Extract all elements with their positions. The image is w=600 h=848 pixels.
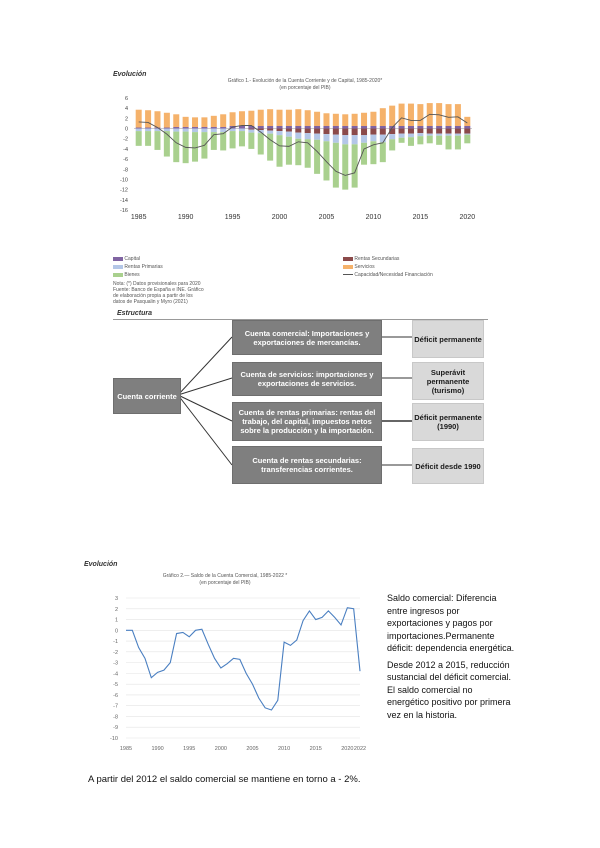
y-tick-label: 2	[114, 606, 118, 613]
x-tick-label: 2020	[459, 214, 476, 221]
bar-segment	[427, 136, 433, 144]
bar-segment	[427, 129, 433, 134]
bar-segment	[352, 129, 358, 136]
bar-segment	[192, 127, 198, 129]
bar-segment	[277, 135, 283, 167]
bar-segment	[455, 134, 461, 136]
result-deficit-1990: Déficit permanente (1990)	[412, 403, 484, 441]
bar-segment	[277, 131, 283, 135]
legend-item-rentas-primarias	[113, 264, 273, 270]
bar-segment	[417, 126, 423, 129]
bar-segment	[417, 129, 423, 134]
bar-segment	[342, 144, 348, 189]
bar-segment	[464, 135, 470, 144]
bar-segment	[380, 142, 386, 162]
bar-segment	[258, 110, 264, 126]
y-tick-label: 0	[124, 126, 128, 133]
y-tick-label: -16	[120, 208, 128, 214]
bar-segment	[427, 134, 433, 136]
x-tick-label: 2000	[271, 214, 288, 221]
bar-segment	[380, 108, 386, 126]
bar-segment	[436, 126, 442, 129]
bar-segment	[446, 126, 452, 129]
bar-segment	[323, 129, 329, 135]
bar-segment	[305, 139, 311, 168]
y-tick-label: -2	[113, 649, 118, 656]
x-tick-label: 2020	[341, 746, 354, 752]
bar-segment	[164, 128, 170, 129]
section2-label: Estructura	[117, 310, 153, 317]
y-tick-label: 0	[114, 628, 118, 635]
y-tick-label: -8	[123, 167, 128, 174]
x-tick-label: 1985	[119, 746, 133, 752]
bar-segment	[277, 110, 283, 126]
bar-segment	[305, 133, 311, 139]
x-tick-label: 1995	[183, 746, 196, 752]
bar-segment	[192, 117, 198, 127]
bar-segment	[333, 129, 339, 135]
bar-segment	[258, 133, 264, 154]
bar-segment	[183, 127, 189, 129]
x-tick-label: 2015	[412, 214, 429, 221]
bar-segment	[333, 143, 339, 188]
bar-segment	[267, 131, 273, 134]
bar-segment	[164, 131, 170, 156]
bar-segment	[220, 129, 226, 133]
bar-segment	[417, 133, 423, 136]
bar-segment	[201, 117, 207, 127]
bar-segment	[370, 112, 376, 126]
x-tick-label: 2022	[353, 746, 367, 752]
bar-segment	[352, 144, 358, 187]
bar-segment	[136, 129, 142, 132]
y-tick-label: -7	[113, 703, 118, 710]
y-tick-label: -12	[120, 187, 128, 194]
bar-segment	[464, 126, 470, 129]
bar-segment	[230, 112, 236, 126]
bar-segment	[361, 135, 367, 143]
bar-segment	[361, 126, 367, 129]
legend-swatch	[343, 265, 353, 269]
bar-segment	[211, 129, 217, 133]
section3-label: Evolución	[84, 561, 118, 568]
bar-segment	[258, 126, 264, 129]
bar-segment	[248, 129, 254, 130]
branch-rentas-primarias: Cuenta de rentas primarias: rentas del trabajo, del capital, impuestos netos sobre la producción y la importación.	[232, 402, 382, 441]
bar-segment	[389, 139, 395, 150]
legend-label: Rentas Primarias	[124, 264, 163, 270]
y-tick-label: -3	[113, 660, 118, 667]
bar-segment	[183, 117, 189, 127]
bar-segment	[286, 126, 292, 129]
bar-segment	[267, 109, 273, 126]
bar-segment	[455, 129, 461, 134]
bar-segment	[136, 110, 142, 128]
bar-segment	[436, 134, 442, 136]
y-tick-label: -2	[123, 136, 128, 143]
x-tick-label: 2005	[318, 214, 335, 221]
bar-segment	[239, 126, 245, 129]
y-tick-label: -14	[120, 197, 128, 204]
bar-segment	[192, 129, 198, 133]
bar-segment	[164, 113, 170, 128]
bar-segment	[145, 131, 151, 146]
y-tick-label: -4	[113, 671, 118, 678]
bar-segment	[154, 111, 160, 127]
y-tick-label: -1	[113, 639, 118, 646]
branch-cuenta-comercial: Cuenta comercial: Importaciones y exportaciones de mercancías.	[232, 320, 382, 355]
bar-segment	[230, 131, 236, 148]
bar-segment	[380, 126, 386, 129]
legend-item-capital	[113, 256, 273, 262]
bar-segment	[352, 135, 358, 144]
bar-segment	[277, 126, 283, 129]
bar-segment	[314, 140, 320, 174]
bar-segment	[286, 110, 292, 126]
bar-segment	[220, 132, 226, 150]
y-tick-label: 3	[114, 596, 118, 602]
bar-segment	[314, 129, 320, 134]
bar-segment	[220, 114, 226, 127]
bottom-text: A partir del 2012 el saldo comercial se mantiene en torno a - 2%.	[88, 774, 361, 785]
bar-segment	[370, 129, 376, 135]
x-tick-label: 1990	[151, 746, 164, 752]
tree-root-box: Cuenta corriente	[113, 378, 181, 414]
legend-item-capacidad	[343, 272, 493, 278]
bar-segment	[314, 134, 320, 140]
bar-segment	[286, 132, 292, 137]
legend-label: Bienes	[124, 272, 140, 278]
bar-segment	[295, 126, 301, 129]
bar-segment	[305, 129, 311, 134]
y-tick-label: -9	[113, 725, 118, 732]
bar-segment	[399, 126, 405, 129]
bar-segment	[446, 134, 452, 136]
x-tick-label: 2015	[309, 746, 322, 752]
legend-swatch	[113, 265, 123, 269]
bar-segment	[408, 134, 414, 138]
bar-segment	[305, 126, 311, 129]
bar-segment	[333, 126, 339, 129]
legend-swatch	[113, 257, 123, 261]
bar-segment	[286, 129, 292, 132]
y-tick-label: -5	[113, 682, 118, 689]
bar-segment	[183, 129, 189, 132]
bar-segment	[417, 136, 423, 144]
bar-segment	[370, 135, 376, 142]
bar-segment	[389, 134, 395, 139]
legend-item-bienes	[113, 272, 273, 278]
bar-segment	[323, 134, 329, 141]
bar-segment	[201, 129, 207, 133]
bar-segment	[323, 141, 329, 180]
bar-segment	[436, 129, 442, 134]
bar-segment	[446, 136, 452, 150]
bar-segment	[248, 133, 254, 149]
bar-segment	[389, 106, 395, 126]
legend-swatch	[113, 273, 123, 277]
bar-segment	[305, 110, 311, 126]
bar-segment	[314, 126, 320, 129]
bar-segment	[145, 110, 151, 127]
branch-cuenta-servicios: Cuenta de servicios: importaciones y exportaciones de servicios.	[232, 362, 382, 396]
legend-swatch	[343, 274, 353, 275]
legend-item-servicios	[343, 264, 493, 270]
bar-segment	[258, 129, 264, 131]
bar-segment	[286, 137, 292, 165]
bar-segment	[399, 134, 405, 138]
bar-segment	[220, 127, 226, 129]
bar-segment	[173, 114, 179, 127]
bar-segment	[267, 126, 273, 129]
bar-segment	[295, 133, 301, 139]
x-tick-label: 2000	[214, 746, 227, 752]
bar-segment	[164, 129, 170, 132]
bar-segment	[136, 131, 142, 146]
bar-segment	[342, 114, 348, 126]
note-line: de elaboración propia a partir de los	[113, 293, 193, 299]
bar-segment	[323, 113, 329, 126]
chart2-title: Gráfico 2.— Saldo de la Cuenta Comercial, 1985-2022 *	[162, 573, 288, 579]
chart1-subtitle: (en porcentaje del PIB)	[279, 85, 331, 91]
legend-label: Capital	[124, 256, 140, 262]
result-deficit-desde-1990: Déficit desde 1990	[412, 448, 484, 484]
x-tick-label: 1995	[224, 214, 241, 221]
bar-segment	[211, 127, 217, 129]
branch-rentas-secundarias: Cuenta de rentas secundarias: transferencias corrientes.	[232, 446, 382, 484]
bar-segment	[136, 128, 142, 129]
bar-segment	[446, 129, 452, 134]
bar-segment	[399, 129, 405, 134]
result-deficit-permanente: Déficit permanente	[412, 320, 484, 358]
bar-segment	[173, 129, 179, 132]
bar-segment	[399, 138, 405, 143]
side-paragraph-2: Desde 2012 a 2015, reducción sustancial del déficit comercial. El saldo comercial no energético positivo por primera vez en la historia.	[387, 659, 512, 720]
y-tick-label: -6	[123, 157, 128, 164]
bar-segment	[352, 114, 358, 126]
bar-segment	[446, 104, 452, 126]
bar-segment	[361, 113, 367, 126]
y-tick-label: -6	[113, 692, 118, 699]
bar-segment	[239, 129, 245, 132]
bar-segment	[154, 131, 160, 150]
bar-segment	[417, 104, 423, 126]
bar-segment	[333, 135, 339, 143]
bar-segment	[455, 136, 461, 150]
bar-segment	[145, 129, 151, 132]
bar-segment	[248, 130, 254, 133]
note-line: Fuente: Banco de España e INE. Gráfico	[113, 287, 204, 293]
chart2	[100, 590, 380, 755]
bar-segment	[464, 129, 470, 134]
bar-segment	[427, 126, 433, 129]
x-tick-label: 1990	[177, 214, 194, 221]
legend-label: Rentas Secundarias	[354, 256, 400, 262]
legend-item-rentas-secundarias	[343, 256, 493, 262]
bar-segment	[408, 104, 414, 126]
bar-segment	[201, 127, 207, 129]
bar-segment	[455, 104, 461, 126]
bar-segment	[408, 129, 414, 134]
bar-segment	[464, 134, 470, 135]
bar-segment	[342, 129, 348, 136]
legend-label: Servicios	[354, 264, 375, 270]
legend-label: Capacidad/Necesidad Financiación	[354, 272, 433, 278]
bar-segment	[408, 137, 414, 146]
bar-segment	[342, 135, 348, 144]
chart1	[110, 92, 480, 262]
y-tick-label: -10	[110, 736, 118, 742]
bar-segment	[295, 129, 301, 133]
side-paragraph-1: Saldo comercial: Diferencia entre ingresos por exportaciones y pagos por importaciones.Permanente déficit: dependencia energética.	[387, 593, 515, 653]
bar-segment	[239, 111, 245, 126]
note-line: Nota: (*) Datos provisionales para 2020	[113, 281, 201, 287]
note-line: datos de Pasqualin y Myro (2021)	[113, 299, 188, 305]
y-tick-label: 4	[124, 106, 128, 113]
bar-segment	[370, 126, 376, 129]
x-tick-label: 2010	[365, 214, 382, 221]
bar-segment	[323, 126, 329, 129]
bar-segment	[380, 129, 386, 135]
y-tick-label: 2	[124, 116, 128, 123]
bar-segment	[455, 126, 461, 129]
chart1-notes	[113, 281, 273, 305]
bar-segment	[399, 104, 405, 126]
x-tick-label: 2010	[277, 746, 291, 752]
bar-segment	[408, 126, 414, 129]
bar-segment	[239, 131, 245, 146]
bar-segment	[211, 116, 217, 127]
side-text	[387, 592, 515, 725]
y-tick-label: -4	[123, 146, 128, 153]
bar-segment	[248, 111, 254, 126]
section1-label: Evolución	[113, 71, 147, 78]
result-superavit-turismo: Superávit permanente (turismo)	[412, 362, 484, 400]
y-tick-label: 6	[124, 96, 128, 102]
bar-segment	[342, 126, 348, 129]
bar-segment	[314, 112, 320, 126]
x-tick-label: 1985	[130, 214, 147, 221]
legend-swatch	[343, 257, 353, 261]
bar-segment	[333, 114, 339, 126]
y-tick-label: -8	[113, 714, 118, 721]
y-tick-label: -10	[120, 177, 128, 184]
x-tick-label: 2005	[246, 746, 259, 752]
chart2-subtitle: (en porcentaje del PIB)	[199, 580, 251, 586]
bar-segment	[361, 129, 367, 136]
bar-segment	[295, 109, 301, 126]
bar-segment	[145, 128, 151, 129]
chart1-title: Gráfico 1.- Evolución de la Cuenta Corriente y de Capital, 1985-2020*	[227, 78, 383, 84]
bar-segment	[380, 135, 386, 143]
bar-segment	[277, 129, 283, 132]
bar-segment	[173, 127, 179, 129]
bar-segment	[352, 126, 358, 129]
bar-segment	[173, 132, 179, 163]
bar-segment	[267, 129, 273, 131]
y-tick-label: 1	[114, 617, 118, 624]
bar-segment	[436, 136, 442, 145]
